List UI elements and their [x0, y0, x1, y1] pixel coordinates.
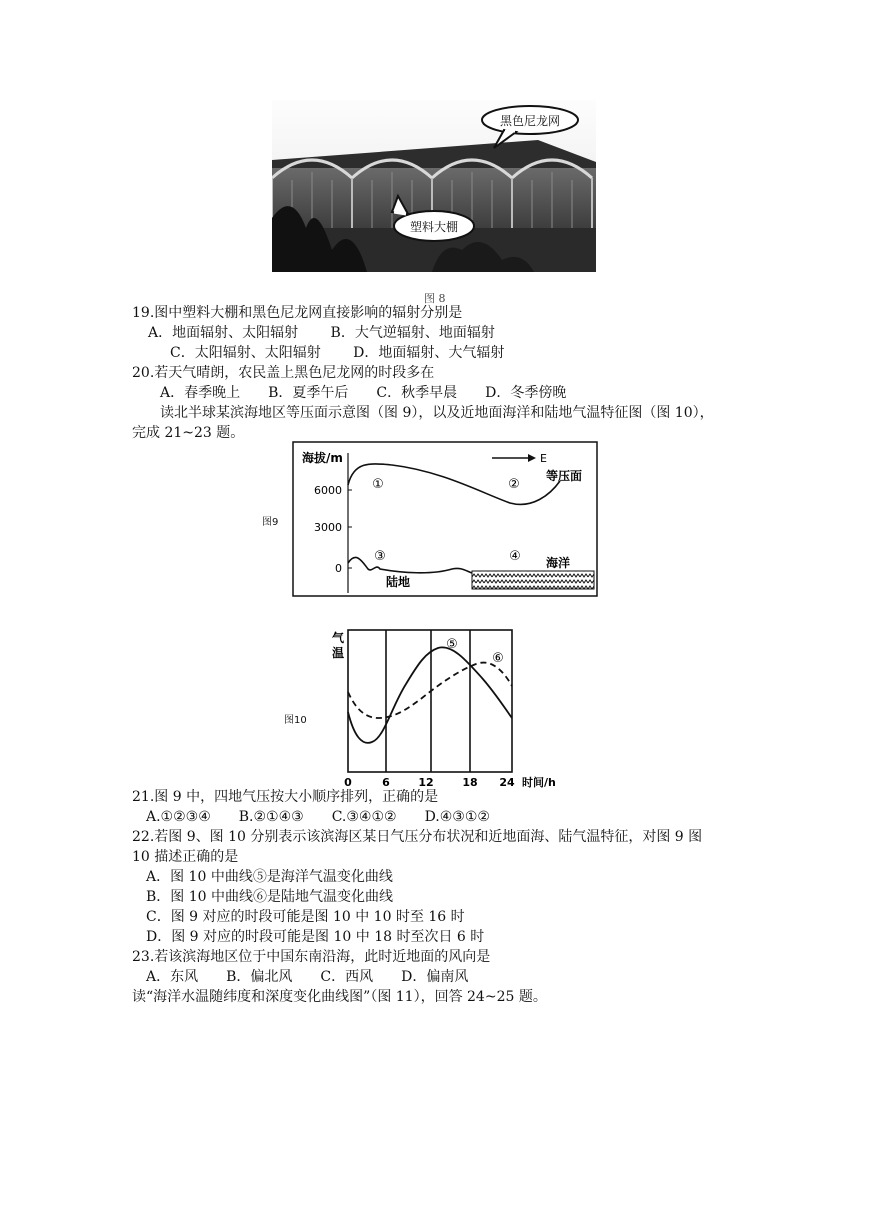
xtick-12: 12: [418, 776, 434, 789]
figure-9-label: 图9: [262, 517, 279, 528]
point-4: ④: [509, 549, 521, 564]
q19-stem: 19.图中塑料大棚和黑色尼龙网直接影响的辐射分别是: [132, 305, 463, 321]
figure-10-xlabel: 时间/h: [522, 776, 556, 789]
figure-8-caption: 图 8: [424, 292, 446, 305]
q22-option-a: A．图 10 中曲线⑤是海洋气温变化曲线: [146, 869, 393, 885]
q23-stem: 23.若该滨海地区位于中国东南沿海，此时近地面的风向是: [132, 949, 491, 965]
figure-10-temperature-chart: [326, 626, 590, 792]
q20-options: A．春季晚上 B．夏季午后 C．秋季早晨 D．冬季傍晚: [160, 385, 567, 401]
q23-options: A．东风 B．偏北风 C．西风 D．偏南风: [146, 969, 469, 985]
bubble-top-text: 黑色尼龙网: [499, 114, 561, 128]
ocean-area: [472, 571, 594, 589]
intro-21-23-line1: 读北半球某滨海地区等压面示意图（图 9），以及近地面海洋和陆地气温特征图（图 10），: [160, 405, 714, 421]
q22-stem-line1: 22.若图 9、图 10 分别表示该滨海区某日气压分布状况和近地面海、陆气温特征，对图 9 图: [132, 829, 703, 845]
figure-10-ylabel-1: 气: [332, 631, 345, 645]
q21-options: A.①②③④ B.②①④③ C.③④①② D.④③①②: [146, 809, 490, 825]
figure-10-label: 图10: [284, 715, 307, 726]
greenhouse-photo: [272, 100, 596, 272]
direction-label: E: [540, 452, 547, 465]
q21-stem: 21.图 9 中，四地气压按大小顺序排列，正确的是: [132, 789, 439, 805]
land-label: 陆地: [386, 575, 411, 589]
figure-9-ylabel: 海拔/m: [302, 451, 343, 465]
xtick-24: 24: [499, 776, 515, 789]
figure-9-tick-6000: 6000: [314, 484, 342, 497]
figure-10-ylabel-2: 温: [332, 646, 345, 660]
q19-options-row1: A．地面辐射、太阳辐射 B．大气逆辐射、地面辐射: [148, 325, 495, 341]
q22-option-b: B．图 10 中曲线⑥是陆地气温变化曲线: [146, 889, 394, 905]
figure-9-tick-3000: 3000: [314, 521, 342, 534]
curve-5-label: ⑤: [446, 637, 458, 652]
figure-9-isobar-diagram: [292, 441, 598, 597]
figure-9-tick-0: 0: [335, 562, 342, 575]
point-2: ②: [508, 477, 520, 492]
ocean-label: 海洋: [546, 556, 571, 570]
point-1: ①: [372, 477, 384, 492]
q19-options-row2: C．太阳辐射、太阳辐射 D．地面辐射、大气辐射: [170, 345, 505, 361]
intro-21-23-line2: 完成 21~23 题。: [132, 425, 245, 441]
xtick-6: 6: [382, 776, 390, 789]
q22-stem-line2: 10 描述正确的是: [132, 849, 239, 865]
intro-24-25: 读“海洋水温随纬度和深度变化曲线图”（图 11），回答 24~25 题。: [132, 989, 547, 1005]
point-3: ③: [374, 549, 386, 564]
q22-option-d: D．图 9 对应的时段可能是图 10 中 18 时至次日 6 时: [146, 929, 485, 945]
xtick-18: 18: [462, 776, 478, 789]
curve-6-label: ⑥: [492, 651, 504, 666]
q22-option-c: C．图 9 对应的时段可能是图 10 中 10 时至 16 时: [146, 909, 465, 925]
xtick-0: 0: [344, 776, 352, 789]
q20-stem: 20.若天气晴朗，农民盖上黑色尼龙网的时段多在: [132, 365, 435, 381]
bubble-bottom-text: 塑料大棚: [409, 220, 459, 234]
isobar-label: 等压面: [546, 469, 583, 483]
